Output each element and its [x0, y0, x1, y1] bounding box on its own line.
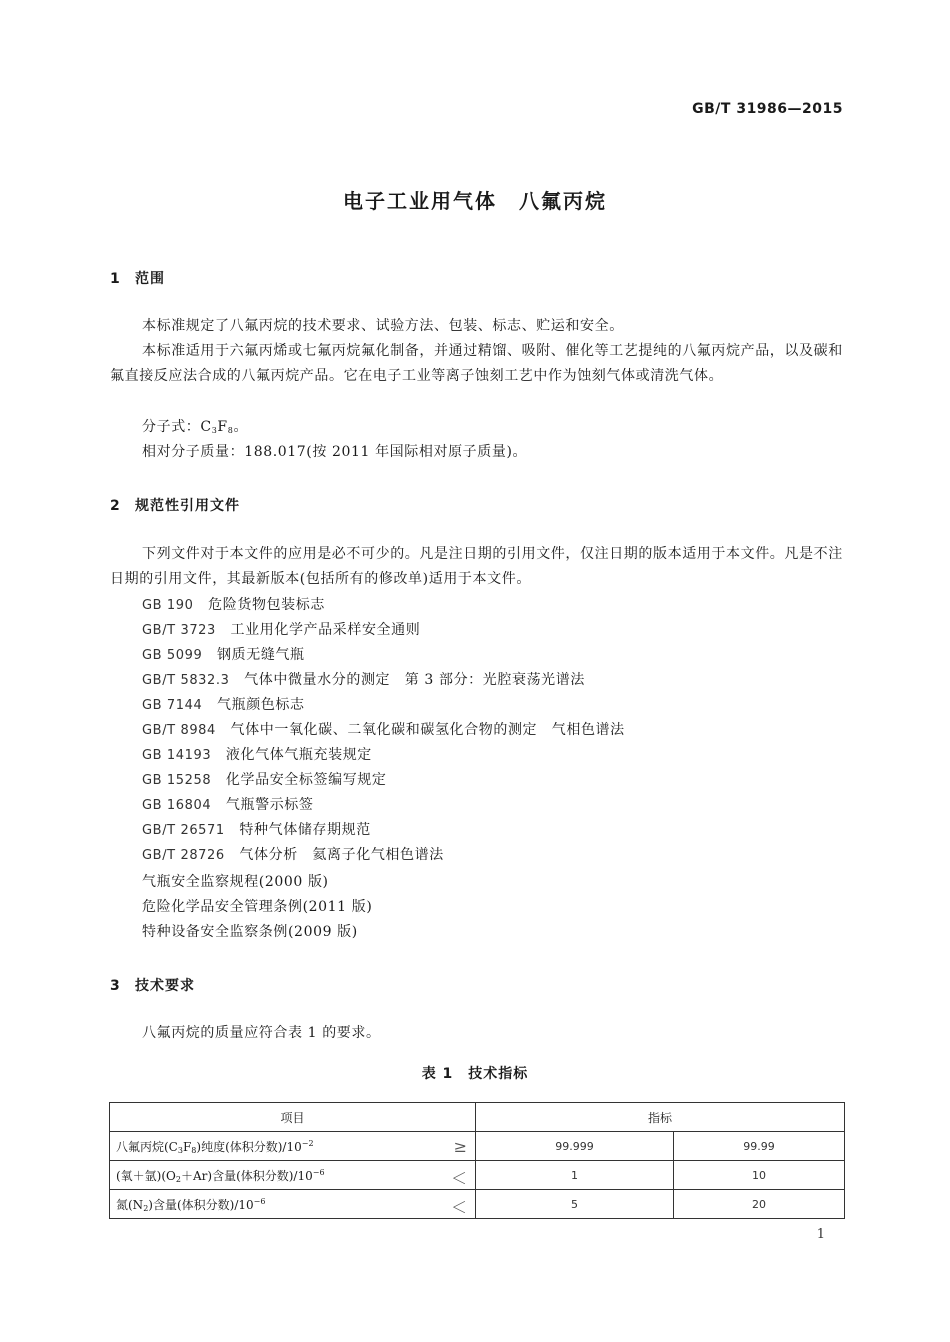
table-cell-value: 5: [476, 1190, 674, 1219]
reference-code: GB/T 5832.3: [142, 673, 230, 688]
table-row: [110, 1161, 845, 1190]
reference-item: [142, 643, 305, 668]
comparison-operator: ≥: [453, 1137, 467, 1156]
reference-title: 气体中微量水分的测定 第 3 部分：光腔衰荡光谱法: [244, 672, 585, 688]
reference-item: [142, 593, 325, 618]
formula-line: [110, 415, 844, 443]
comparison-operator: ＜: [450, 1169, 467, 1188]
reference-code: GB 5099: [142, 648, 203, 663]
item-text: )纯度(体积分数)/10: [196, 1139, 302, 1154]
reference-title: 气瓶颜色标志: [217, 697, 305, 713]
section-3-heading: [110, 975, 195, 995]
section-2-heading: [110, 495, 240, 515]
regulation-item: 危险化学品安全管理条例(2011 版): [142, 899, 373, 915]
reference-code: GB/T 8984: [142, 723, 216, 738]
formula-label: 分子式：: [142, 419, 201, 435]
item-sup: −2: [301, 1138, 314, 1148]
section-number: 1: [110, 271, 121, 287]
item-sub: 3: [177, 1145, 183, 1155]
section-number: 3: [110, 978, 121, 994]
table-header-item: 项目: [110, 1103, 476, 1132]
reference-item: [142, 693, 305, 718]
item-text: (氧＋氩)(O: [116, 1168, 176, 1183]
table-row: [110, 1132, 845, 1161]
reference-title: 气瓶警示标签: [225, 797, 314, 813]
reference-item: [142, 793, 314, 818]
reference-code: GB 7144: [142, 698, 203, 713]
reference-code: GB 16804: [142, 798, 212, 813]
table-row: [110, 1190, 845, 1219]
item-sub: 8: [191, 1145, 197, 1155]
spec-table: [109, 1102, 845, 1219]
table-cell-value: 1: [476, 1161, 674, 1190]
regulation-item: 气瓶安全监察规程(2000 版): [142, 874, 329, 890]
regulation-item: 特种设备安全监察条例(2009 版): [142, 924, 358, 940]
reference-title: 危险货物包装标志: [208, 597, 325, 613]
paragraph: 本标准适用于六氟丙烯或七氟丙烷氟化制备，并通过精馏、吸附、催化等工艺提纯的八氟丙烷产品，以及碳和氟直接反应法合成的八氟丙烷产品。它在电子工业等离子蚀刻工艺中作为蚀刻气体或清洗气体。: [110, 343, 843, 384]
section-title: 技术要求: [135, 978, 195, 994]
reference-code: GB 190: [142, 598, 194, 613]
formula-sub: 3: [211, 426, 218, 435]
formula-end: 。: [233, 419, 249, 435]
table-cell-value: 99.99: [673, 1132, 844, 1161]
reference-code: GB/T 3723: [142, 623, 216, 638]
section-title: 范围: [135, 271, 165, 287]
item-sup: −6: [253, 1196, 266, 1206]
reference-title: 化学品安全标签编写规定: [225, 772, 387, 788]
table-cell-item: [110, 1161, 476, 1190]
reference-title: 气体中一氧化碳、二氧化碳和碳氢化合物的测定 气相色谱法: [230, 722, 625, 738]
item-text: ＋Ar)含量(体积分数)/10: [180, 1168, 313, 1183]
table-cell-item: [110, 1132, 476, 1161]
formula-f: F: [217, 419, 228, 435]
table-header-index: 指标: [476, 1103, 845, 1132]
standard-number: GB/T 31986—2015: [692, 101, 843, 117]
paragraph: 下列文件对于本文件的应用是必不可少的。凡是注日期的引用文件，仅注日期的版本适用于本文件。凡是不注日期的引用文件，其最新版本(包括所有的修改单)适用于本文件。: [110, 546, 843, 587]
paragraph: 八氟丙烷的质量应符合表 1 的要求。: [142, 1025, 381, 1041]
item-text: 八氟丙烷(C: [116, 1139, 178, 1154]
item-text: F: [182, 1139, 192, 1154]
reference-title: 气体分析 氦离子化气相色谱法: [239, 847, 444, 863]
section-title: 规范性引用文件: [135, 498, 240, 514]
item-sub: 2: [143, 1203, 149, 1213]
reference-item: [142, 743, 372, 768]
table-cell-value: 10: [673, 1161, 844, 1190]
formula-c: C: [200, 419, 212, 435]
item-text: )含量(体积分数)/10: [148, 1197, 254, 1212]
formula-sub: 8: [227, 426, 234, 435]
reference-item: [142, 768, 387, 793]
reference-item: [142, 668, 585, 693]
reference-title: 液化气体气瓶充装规定: [225, 747, 372, 763]
page-number: 1: [816, 1227, 825, 1242]
table-cell-value: 99.999: [476, 1132, 674, 1161]
section-number: 2: [110, 498, 121, 514]
item-sub: 2: [175, 1174, 181, 1184]
reference-code: GB 15258: [142, 773, 212, 788]
comparison-operator: ＜: [450, 1198, 467, 1217]
paragraph: 本标准规定了八氟丙烷的技术要求、试验方法、包装、标志、贮运和安全。: [142, 318, 624, 334]
paragraph: 相对分子质量：188.017(按 2011 年国际相对原子质量)。: [142, 444, 528, 460]
reference-title: 工业用化学产品采样安全通则: [230, 622, 421, 638]
table-header-row: [110, 1103, 845, 1132]
item-text: 氮(N: [116, 1197, 144, 1212]
table-cell-value: 20: [673, 1190, 844, 1219]
reference-code: GB/T 26571: [142, 823, 225, 838]
reference-title: 特种气体储存期规范: [239, 822, 371, 838]
table-cell-item: [110, 1190, 476, 1219]
reference-title: 钢质无缝气瓶: [217, 647, 305, 663]
reference-item: [142, 618, 420, 643]
table-caption: 表 1 技术指标: [421, 1066, 529, 1082]
section-1-heading: [110, 268, 165, 288]
reference-code: GB/T 28726: [142, 848, 225, 863]
reference-item: [142, 818, 371, 843]
reference-code: GB 14193: [142, 748, 212, 763]
document-title: 电子工业用气体 八氟丙烷: [343, 189, 607, 213]
item-sup: −6: [312, 1167, 325, 1177]
reference-item: [142, 843, 444, 868]
reference-item: [142, 718, 625, 743]
